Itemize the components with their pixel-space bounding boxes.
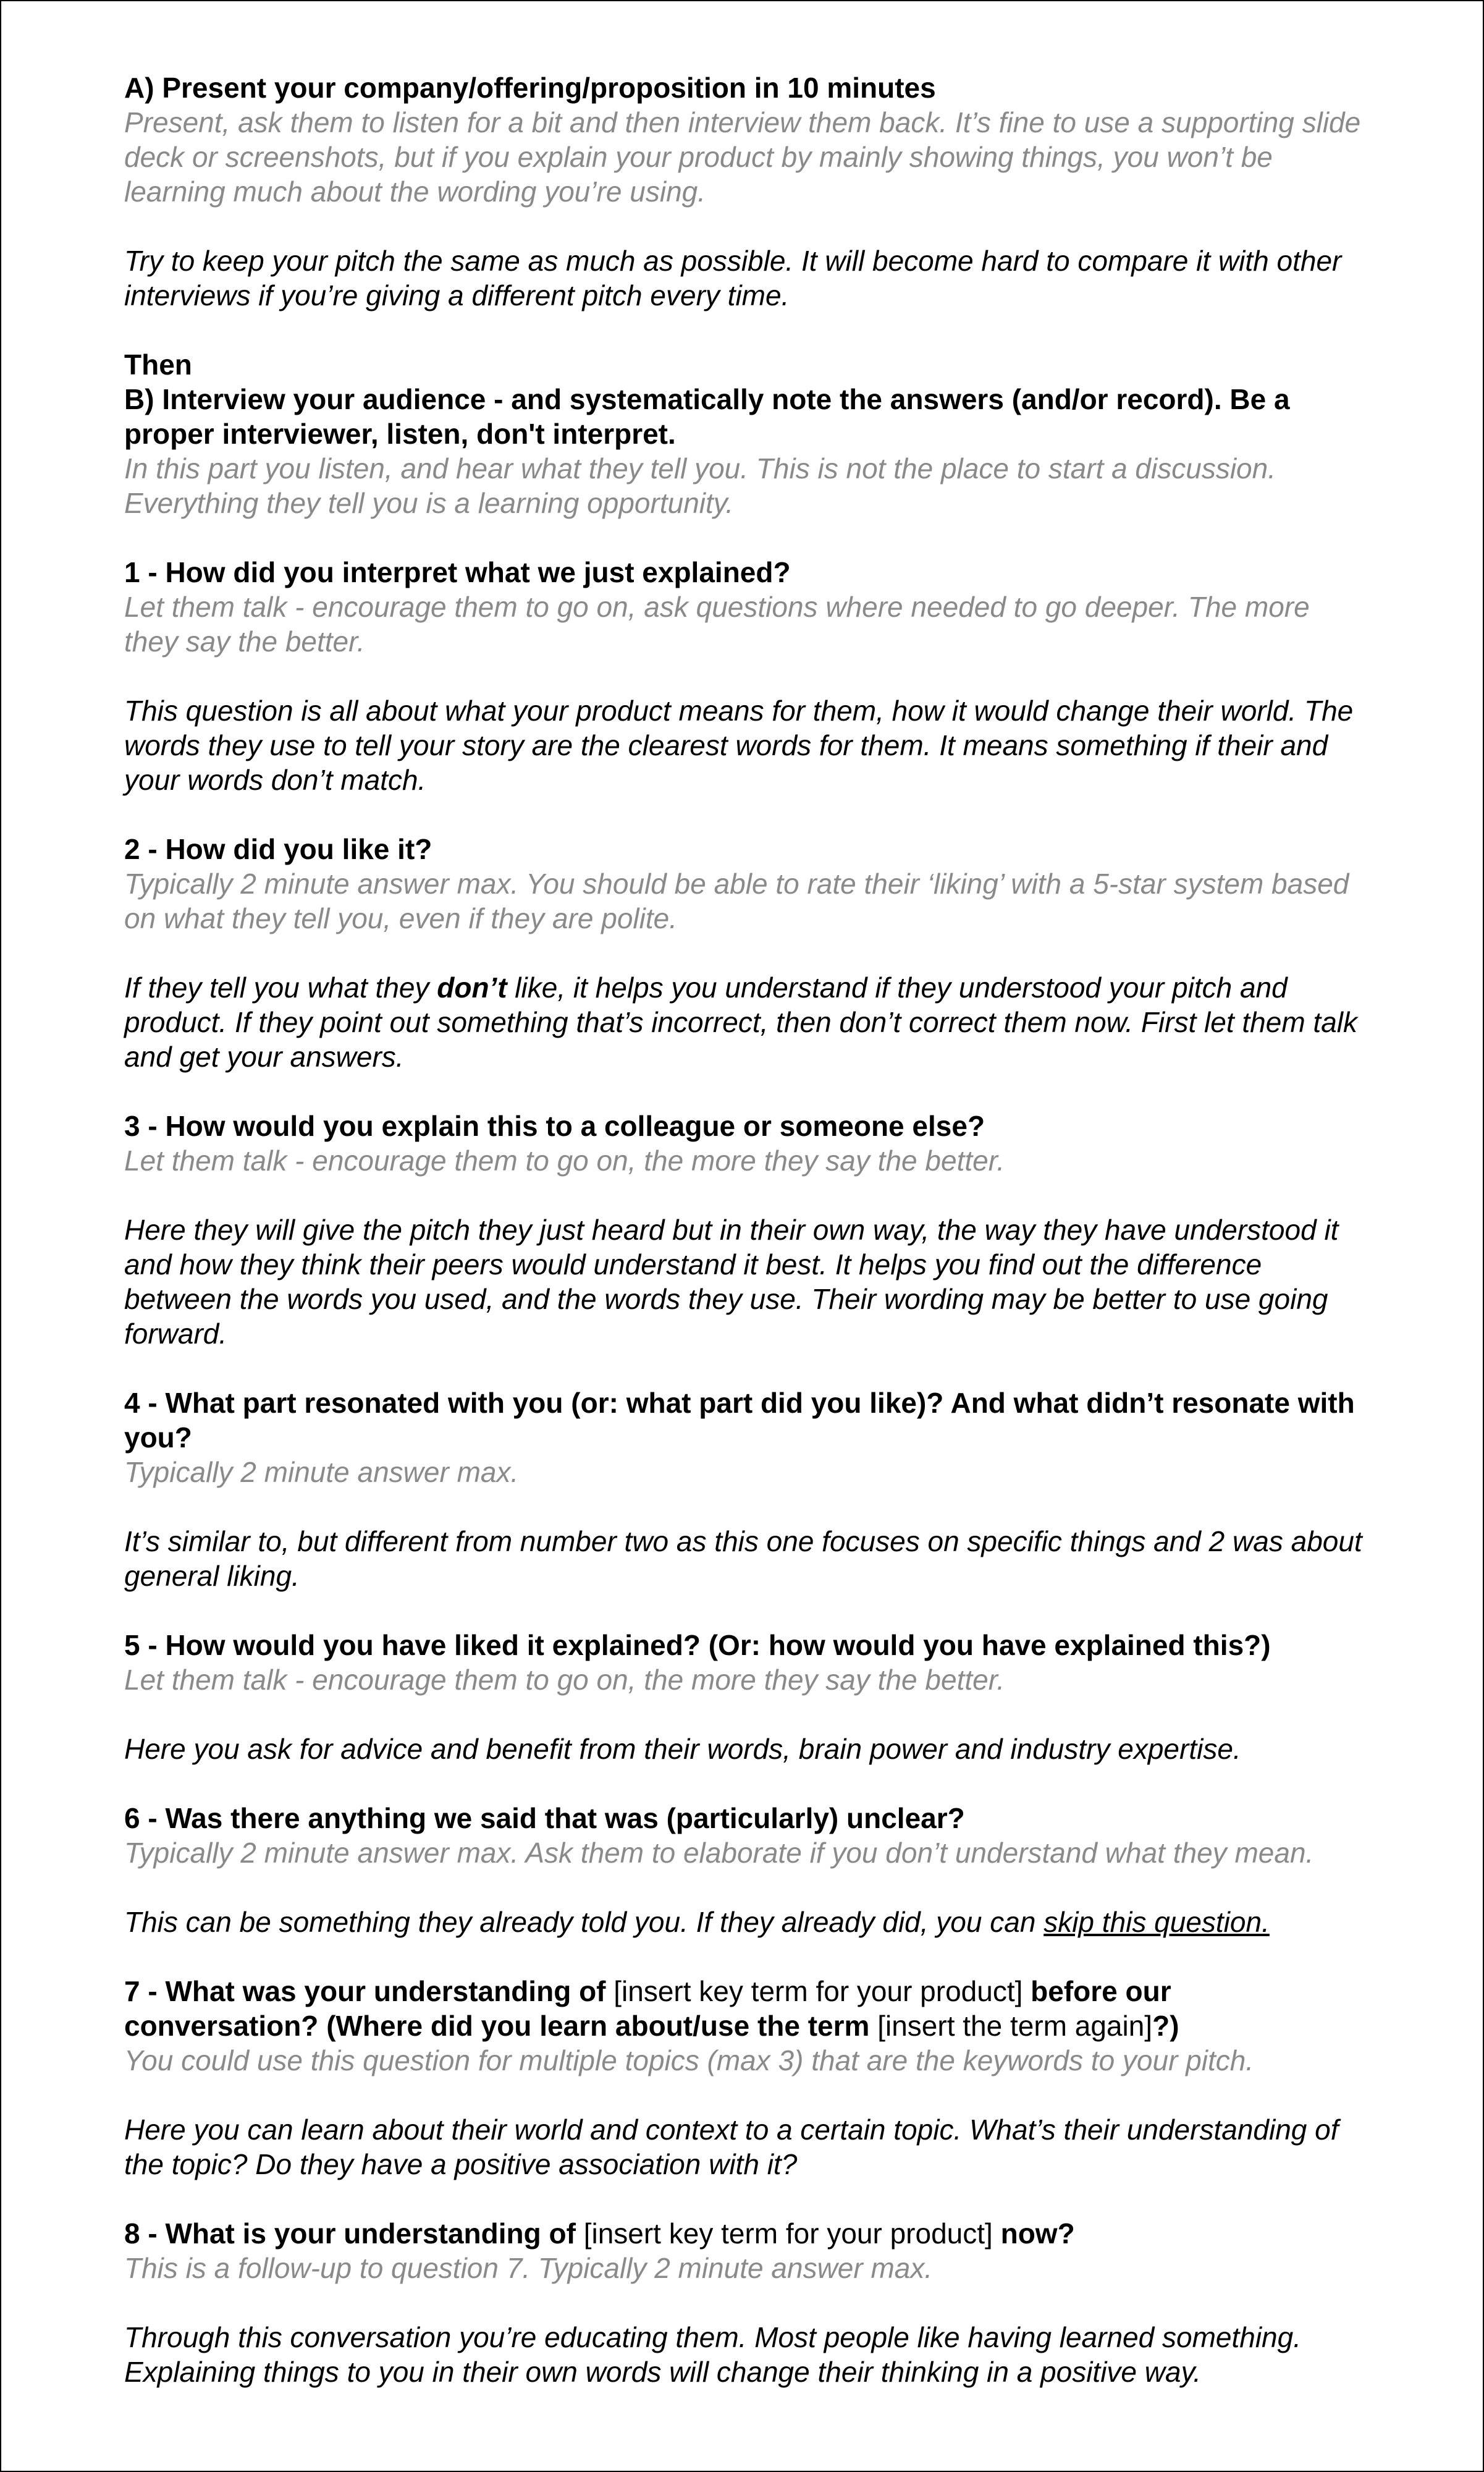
spacer: [124, 936, 1366, 970]
question-6-heading: 6 - Was there anything we said that was (particularly) unclear?: [124, 1802, 965, 1834]
question-6-note-text: This can be something they already told you. If they already did, you can: [124, 1906, 1044, 1938]
question-6-hint: Typically 2 minute answer max. Ask them to elaborate if you don’t understand what they mean.: [124, 1837, 1314, 1869]
spacer: [124, 1593, 1366, 1628]
question-7-heading-part-e: ?): [1152, 2010, 1179, 2042]
question-5-note: Here you ask for advice and benefit from their words, brain power and industry expertise.: [124, 1733, 1241, 1765]
skip-question-link[interactable]: skip this question.: [1043, 1906, 1270, 1938]
question-8-placeholder-term: [insert key term for your product]: [583, 2217, 993, 2250]
section-b-heading: B) Interview your audience - and systematically note the answers (and/or record). Be a proper interviewer, listen, don't interpret.: [124, 383, 1290, 450]
spacer: [124, 659, 1366, 693]
question-6-note: [124, 1905, 1366, 1939]
spacer: [124, 313, 1366, 347]
question-7-hint: You could use this question for multiple topics (max 3) that are the keywords to your pitch.: [124, 2044, 1254, 2076]
question-7-heading-part-c: before our conversation? (Where did you learn about/use the term: [124, 1975, 1171, 2042]
question-7-heading-part-a: 7 - What was your understanding of: [124, 1975, 614, 2007]
spacer: [124, 1178, 1366, 1213]
question-1-hint: Let them talk - encourage them to go on, ask questions where needed to go deeper. The more they say the better.: [124, 591, 1310, 658]
question-4-heading: 4 - What part resonated with you (or: what part did you like)? And what didn’t resonate with you?: [124, 1387, 1355, 1454]
question-2-hint: Typically 2 minute answer max. You should be able to rate their ‘liking’ with a 5-star system based on what they tell you, even if they are polite.: [124, 868, 1349, 934]
section-b-hint: In this part you listen, and hear what they tell you. This is not the place to start a discussion. Everything they tell you is a learning opportunity.: [124, 452, 1276, 519]
question-5-hint: Let them talk - encourage them to go on, the more they say the better.: [124, 1664, 1005, 1696]
question-7-placeholder-term-again: [insert the term again]: [877, 2010, 1153, 2042]
spacer: [124, 2078, 1366, 2112]
question-2-note: [124, 970, 1366, 1074]
question-7-heading: [124, 1974, 1366, 2043]
section-a-heading: A) Present your company/offering/proposition in 10 minutes: [124, 72, 936, 104]
question-8-note: Through this conversation you’re educating them. Most people like having learned something. Explaining things to you in their own words will change their thinking in a positive way.: [124, 2321, 1302, 2388]
question-7-note: Here you can learn about their world and context to a certain topic. What’s their understanding of the topic? Do they have a positive association with it?: [124, 2114, 1339, 2180]
question-8-heading-part-a: 8 - What is your understanding of: [124, 2217, 584, 2250]
question-7-placeholder-term: [insert key term for your product]: [613, 1975, 1023, 2007]
question-3-note: Here they will give the pitch they just heard but in their own way, the way they have understood it and how they think their peers would understand it best. It helps you find out the difference between the words you used, and the words they use. Their wording may be better to use going forward.: [124, 1214, 1339, 1350]
spacer: [124, 2285, 1366, 2320]
question-2-note-part-a: If they tell you what they: [124, 971, 437, 1004]
spacer: [124, 1074, 1366, 1109]
spacer: [124, 209, 1366, 243]
question-5-heading: 5 - How would you have liked it explained? (Or: how would you have explained this?): [124, 1629, 1271, 1661]
question-3-heading: 3 - How would you explain this to a colleague or someone else?: [124, 1110, 985, 1142]
question-2-heading: 2 - How did you like it?: [124, 833, 432, 865]
spacer: [124, 797, 1366, 832]
spacer: [124, 1351, 1366, 1386]
spacer: [124, 520, 1366, 555]
question-1-heading: 1 - How did you interpret what we just explained?: [124, 556, 791, 588]
question-2-note-emphasis: don’t: [437, 971, 507, 1004]
question-8-hint: This is a follow-up to question 7. Typically 2 minute answer max.: [124, 2252, 933, 2284]
spacer: [124, 1697, 1366, 1732]
question-3-hint: Let them talk - encourage them to go on, the more they say the better.: [124, 1145, 1005, 1177]
question-1-note: This question is all about what your product means for them, how it would change their world. The words they use to tell your story are the clearest words for them. It means something if their and your words don’t match.: [124, 695, 1354, 796]
then-label: Then: [124, 349, 192, 381]
section-a-note: Try to keep your pitch the same as much as possible. It will become hard to compare it with other interviews if you’re giving a different pitch every time.: [124, 245, 1342, 311]
question-8-heading: [124, 2216, 1366, 2251]
section-a-hint: Present, ask them to listen for a bit and then interview them back. It’s fine to use a supporting slide deck or screenshots, but if you explain your product by mainly showing things, you won’t be learning much about the wording you’re using.: [124, 106, 1361, 208]
question-2-note-part-c: like, it helps you understand if they understood your pitch and product. If they point out something that’s incorrect, then don’t correct them now. First let them talk and get your answers.: [124, 971, 1358, 1073]
spacer: [124, 1766, 1366, 1801]
document-content: [124, 70, 1366, 2389]
spacer: [124, 1939, 1366, 1974]
question-4-note: It’s similar to, but different from number two as this one focuses on specific things and 2 was about general liking.: [124, 1525, 1362, 1592]
question-8-heading-part-c: now?: [992, 2217, 1075, 2250]
question-4-hint: Typically 2 minute answer max.: [124, 1456, 519, 1488]
spacer: [124, 2182, 1366, 2216]
spacer: [124, 1870, 1366, 1905]
spacer: [124, 1489, 1366, 1524]
